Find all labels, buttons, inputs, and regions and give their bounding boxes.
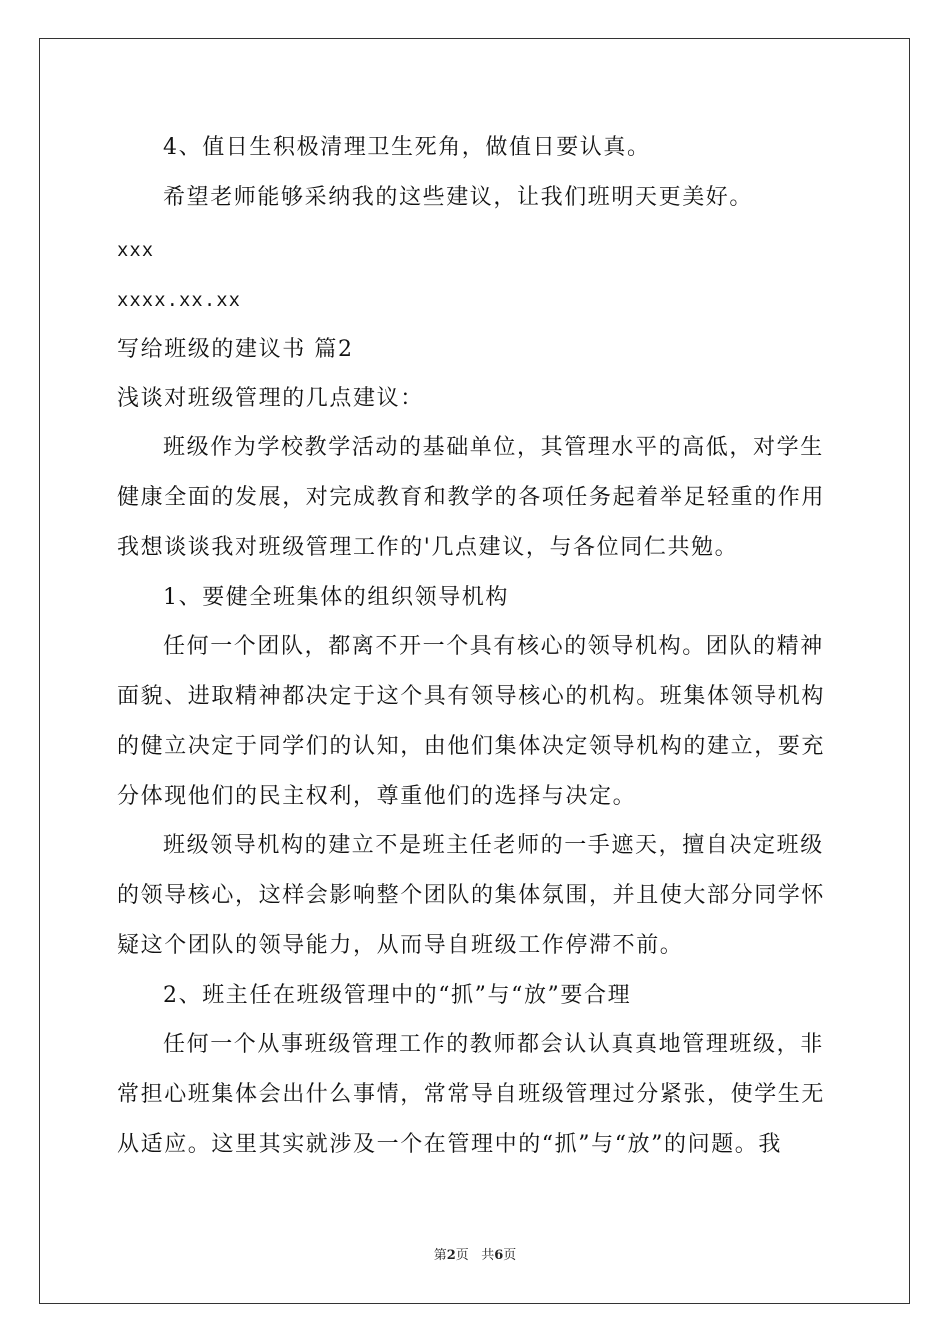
author-placeholder: xxx: [117, 240, 155, 262]
numbered-heading: 2、班主任在班级管理中的“抓”与“放”要合理: [163, 983, 632, 1008]
paragraph-line: 健康全面的发展，对完成教育和教学的各项任务起着举足轻重的作用: [117, 485, 826, 510]
paragraph-line: 我想谈谈我对班级管理工作的'几点建议，与各位同仁共勉。: [117, 535, 739, 560]
paragraph-line: 4、值日生积极清理卫生死角，做值日要认真。: [163, 135, 651, 160]
page-total: 6: [494, 1248, 504, 1263]
page-mid: 页 共: [455, 1248, 495, 1263]
paragraph-line: 疑这个团队的领导能力，从而导自班级工作停滞不前。: [117, 933, 684, 958]
numbered-heading: 1、要健全班集体的组织领导机构: [163, 585, 509, 610]
page-border: [39, 38, 910, 1304]
paragraph-line: 希望老师能够采纳我的这些建议，让我们班明天更美好。: [163, 185, 754, 210]
paragraph-line: 班级领导机构的建立不是班主任老师的一手遮天，擅自决定班级: [163, 833, 824, 858]
page-prefix: 第: [433, 1248, 447, 1263]
paragraph-line: 常担心班集体会出什么事情，常常导自班级管理过分紧张，使学生无: [117, 1082, 826, 1107]
paragraph-line: 班级作为学校教学活动的基础单位，其管理水平的高低，对学生: [163, 435, 824, 460]
paragraph-line: 从适应。这里其实就涉及一个在管理中的“抓”与“放”的问题。我: [117, 1132, 782, 1157]
paragraph-line: 的领导核心，这样会影响整个团队的集体氛围，并且使大部分同学怀: [117, 883, 826, 908]
paragraph-line: 面貌、进取精神都决定于这个具有领导核心的机构。班集体领导机构: [117, 684, 826, 709]
page-current: 2: [446, 1248, 456, 1263]
page-suffix: 页: [503, 1248, 517, 1263]
paragraph-line: 任何一个从事班级管理工作的教师都会认认真真地管理班级，非: [163, 1032, 824, 1057]
paragraph-line: 分体现他们的民主权利，尊重他们的选择与决定。: [117, 784, 637, 809]
subtitle: 浅谈对班级管理的几点建议：: [117, 386, 424, 411]
paragraph-line: 的健立决定于同学们的认知，由他们集体决定领导机构的建立，要充: [117, 734, 826, 759]
page-footer: [0, 1248, 950, 1264]
paragraph-line: 任何一个团队，都离不开一个具有核心的领导机构。团队的精神: [163, 634, 824, 659]
section-heading: 写给班级的建议书 篇2: [117, 337, 354, 362]
date-placeholder: xxxx.xx.xx: [117, 290, 242, 312]
